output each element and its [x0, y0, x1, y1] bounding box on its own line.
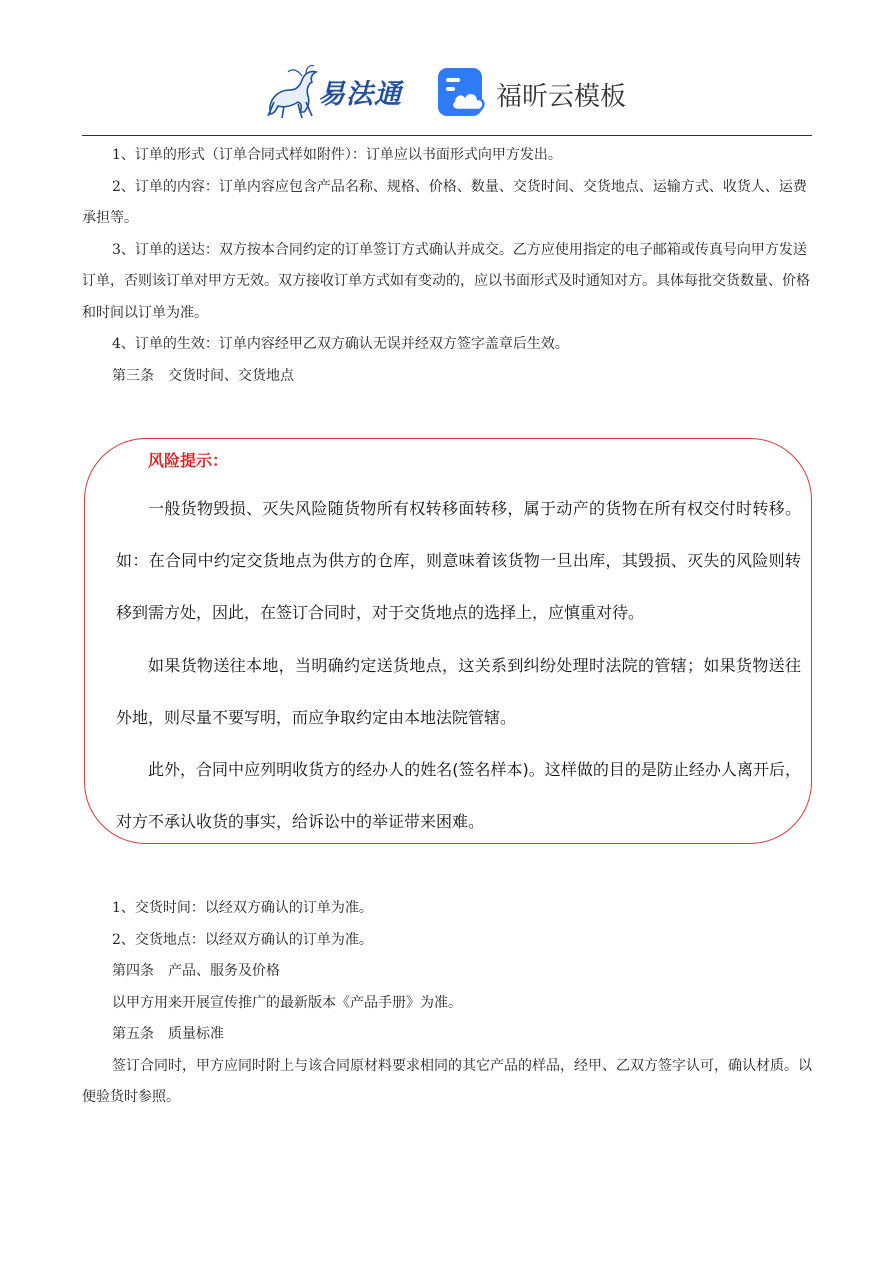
cloud-document-icon: [436, 66, 488, 118]
clause-order-effect: 4、订单的生效：订单内容经甲乙双方确认无误并经双方签字盖章后生效。: [112, 336, 569, 352]
foxit-template-logo-text: 福昕云模板: [496, 82, 627, 112]
risk-notice-body: [116, 483, 801, 848]
clause-order-delivery: 3、订单的送达：双方按本合同约定的订单签订方式确认并成交。乙方应使用指定的电子邮箱或传真号向甲方发送订单，否则该订单对甲方无效。双方接收订单方式如有变动的，应以书面形式及时通知对方。具体每批交货数量、价格和时间以订单为准。: [82, 241, 810, 321]
header-divider: [82, 135, 812, 136]
order-clauses: [82, 140, 812, 392]
article-three-heading: 第三条 交货时间、交货地点: [112, 367, 294, 384]
article-five-heading: 第五条 质量标准: [112, 1026, 224, 1042]
risk-paragraph-agent: 此外，合同中应列明收货方的经办人的姓名(签名样本)。这样做的目的是防止经办人离开后，对方不承认收货的事实，给诉讼中的举证带来困难。: [116, 760, 801, 832]
foxit-template-logo: [436, 66, 636, 118]
clause-order-form: 1、订单的形式（订单合同式样如附件）：订单应以书面形式向甲方发出。: [112, 147, 562, 163]
yifatong-logo: [262, 62, 422, 120]
risk-paragraph-jurisdiction: 如果货物送往本地，当明确约定送货地点，这关系到纠纷处理时法院的管辖；如果货物送往外地，则尽量不要写明，而应争取约定由本地法院管辖。: [116, 655, 801, 727]
risk-notice-title: 风险提示：: [148, 451, 229, 470]
clause-delivery-place: 2、交货地点：以经双方确认的订单为准。: [112, 931, 373, 948]
delivery-and-quality-clauses: [82, 893, 812, 1114]
horse-icon: [262, 62, 322, 120]
clause-delivery-time: 1、交货时间：以经双方确认的订单为准。: [112, 900, 373, 916]
clause-order-content: 2、订单的内容：订单内容应包含产品名称、规格、价格、数量、交货时间、交货地点、运输方式、收货人、运费承担等。: [82, 178, 807, 226]
yifatong-logo-text: 易法通: [318, 79, 402, 110]
clause-product-manual: 以甲方用来开展宣传推广的最新版本《产品手册》为准。: [112, 994, 462, 1011]
page-header: [0, 58, 893, 124]
article-four-heading: 第四条 产品、服务及价格: [112, 963, 280, 979]
clause-quality-sample: 签订合同时，甲方应同时附上与该合同原材料要求相同的其它产品的样品，经甲、乙双方签字认可，确认材质。以便验货时参照。: [82, 1057, 812, 1105]
risk-paragraph-transfer: 一般货物毁损、灭失风险随货物所有权转移面转移，属于动产的货物在所有权交付时转移。如：在合同中约定交货地点为供方的仓库，则意味着该货物一旦出库，其毁损、灭失的风险则转移到需方处，因此，在签订合同时，对于交货地点的选择上，应慎重对待。: [116, 499, 801, 623]
